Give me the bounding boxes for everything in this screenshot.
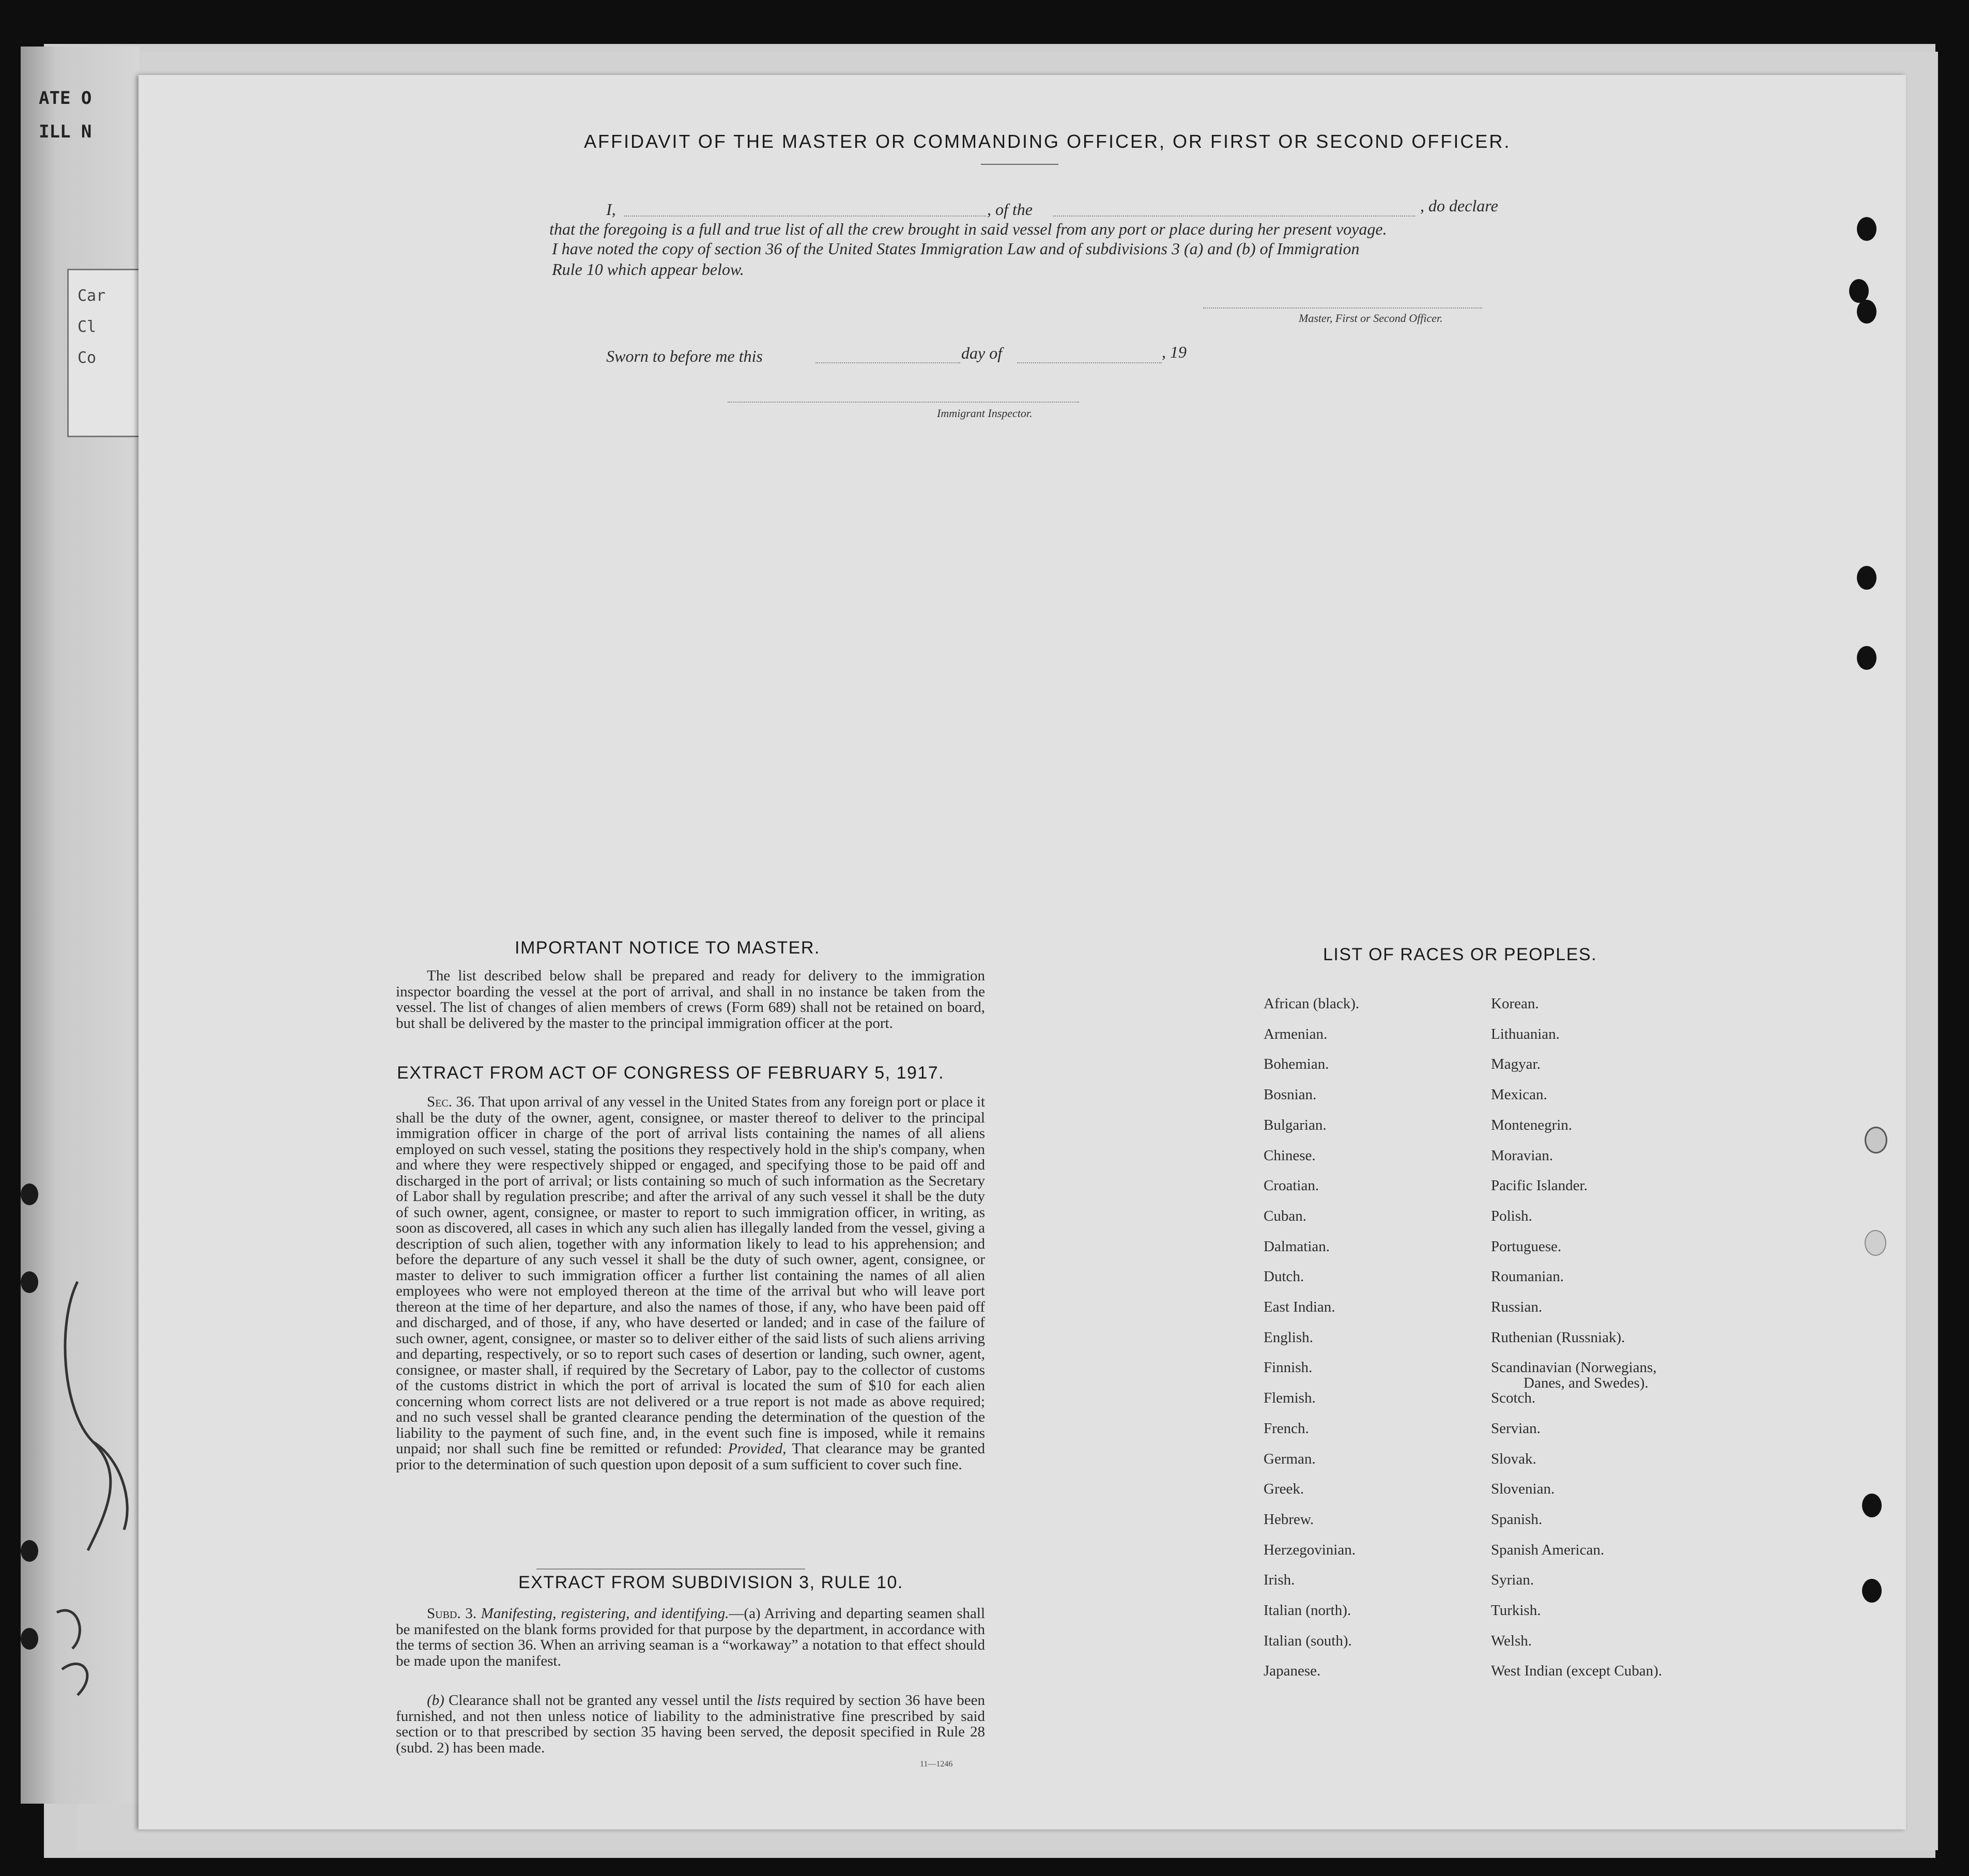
race-item: Polish. bbox=[1491, 1207, 1532, 1224]
binder-hole bbox=[1857, 217, 1876, 241]
affidavit-line-3: I have noted the copy of section 36 of the United States Immigration Law and of subdivisions 3 (a) and (b) of Immigration bbox=[552, 239, 1360, 258]
race-item: Italian (south). bbox=[1264, 1632, 1352, 1649]
binder-hole bbox=[1865, 1127, 1887, 1154]
race-item: Mexican. bbox=[1491, 1086, 1547, 1103]
race-item: Chinese. bbox=[1264, 1147, 1316, 1164]
subd-label: Subd. 3. bbox=[427, 1605, 476, 1622]
inspector-blank bbox=[728, 402, 1079, 403]
race-item: Servian. bbox=[1491, 1420, 1541, 1437]
race-item: Greek. bbox=[1264, 1481, 1304, 1498]
affidavit-title: AFFIDAVIT OF THE MASTER OR COMMANDING OFFICER, OR FIRST OR SECOND OFFICER. bbox=[584, 131, 1511, 152]
race-item: Slovak. bbox=[1491, 1450, 1536, 1467]
para-b-text-1: Clearance shall not be granted any vessel until the bbox=[448, 1692, 753, 1709]
race-item: Magyar. bbox=[1491, 1056, 1541, 1073]
race-item: Scandinavian (Norwegians, bbox=[1491, 1359, 1657, 1376]
para-b-text-2: required by section 36 have been furnished, and not then unless notice of liability to the administrative fine prescribed by said section or to that prescribed by section 35 having been served, the deposit specified in Rule 28 (subd. 2) has been made. bbox=[396, 1692, 985, 1756]
race-item: Cuban. bbox=[1264, 1207, 1306, 1224]
races-heading: LIST OF RACES OR PEOPLES. bbox=[1323, 945, 1597, 964]
race-item: Portuguese. bbox=[1491, 1238, 1562, 1255]
affidavit-line-2: that the foregoing is a full and true list of all the crew brought in said vessel from any port or place during her present voyage. bbox=[549, 220, 1387, 238]
race-item: West Indian (except Cuban). bbox=[1491, 1663, 1663, 1680]
rule-para-b bbox=[396, 1693, 985, 1756]
race-item: East Indian. bbox=[1264, 1299, 1335, 1315]
race-item: Syrian. bbox=[1491, 1572, 1534, 1589]
affidavit-line-4: Rule 10 which appear below. bbox=[552, 260, 744, 279]
race-item: Italian (north). bbox=[1264, 1602, 1351, 1619]
race-item: Dalmatian. bbox=[1264, 1238, 1330, 1255]
act-body: That upon arrival of any vessel in the United States from any foreign port or place it shall be the duty of the owner, agent, consignee, or master thereof to deliver to the principal immigration officer in charge of the port of arrival lists containing the names of all aliens employed on such vessel, stating the positions they respectively hold in the ship's company, when and where they were respectively shipped or engaged, and specifying those to be paid off and discharged in the port of arrival; or lists containing so much of such information as the Secretary of Labor shall by regulation prescribe; and after the arrival of any such vessel it shall be the duty of such owner, agent, consignee, or master to report to such immigration officer, in writing, as soon as discovered, all cases in which any such alien has illegally landed from the vessel, giving a description of such alien, together with any information likely to lead to his apprehension; and before the departure of any such vessel it shall be the duty of such owner, agent, consignee, or master to deliver to such immigration officer a further list containing the names of all alien employees who were not employed thereon at the time of the arrival but who will leave port thereon at the time of her departure, and also the names of those, if any, who have been paid off and discharged, and of those, if any, who have deserted or landed; and in case of the failure of such owner, agent, consignee, or master so to deliver either of the said lists of such aliens arriving and departing, respectively, or so to report such cases of desertion or landing, such owner, agent, consignee, or master shall, if required by the Secretary of Labor, pay to the collector of customs of the customs district in which the port of arrival is located the sum of $10 for each alien concerning whom correct lists are not delivered or a true report is not made as above required; and no such vessel shall be granted clearance pending the determination of the question of the liability to the payment of such fine, and, in the event such fine is imposed, while it remains unpaid; nor shall such fine be remitted or refunded: bbox=[396, 1094, 985, 1457]
tab-line-2: Cl bbox=[78, 318, 97, 336]
race-item: Ruthenian (Russniak). bbox=[1491, 1329, 1625, 1346]
race-item: Montenegrin. bbox=[1491, 1116, 1573, 1133]
para-b-lists: lists bbox=[757, 1692, 781, 1709]
race-item: Flemish. bbox=[1264, 1390, 1316, 1407]
race-item: Irish. bbox=[1264, 1572, 1295, 1589]
form-number: 11—1246 bbox=[920, 1760, 953, 1769]
binder-hole bbox=[21, 1540, 38, 1562]
race-item: Russian. bbox=[1491, 1299, 1543, 1315]
act-heading: EXTRACT FROM ACT OF CONGRESS OF FEBRUARY 5, 1917. bbox=[397, 1063, 945, 1083]
race-item: Bosnian. bbox=[1264, 1086, 1317, 1103]
act-text bbox=[396, 1094, 985, 1472]
race-item: Lithuanian. bbox=[1491, 1025, 1560, 1042]
race-item: Turkish. bbox=[1491, 1602, 1541, 1619]
tab-line-3: Co bbox=[78, 349, 97, 367]
race-item: Armenian. bbox=[1264, 1025, 1328, 1042]
notice-heading: IMPORTANT NOTICE TO MASTER. bbox=[515, 938, 820, 958]
rule-para-a bbox=[396, 1606, 985, 1669]
signature-blank bbox=[1203, 307, 1482, 309]
name-blank bbox=[624, 216, 986, 217]
race-item: English. bbox=[1264, 1329, 1313, 1346]
notice-text: The list described below shall be prepared and ready for delivery to the immigration inspector boarding the vessel at the port of arrival, and shall in no instance be taken from the vessel. The list of changes of alien members of crews (Form 689) shall not be retained on board, but shall be delivered by the master to the principal immigration officer at the port. bbox=[396, 967, 985, 1032]
provided-word: Provided, bbox=[728, 1440, 787, 1457]
para-b-label: (b) bbox=[427, 1692, 444, 1709]
sec-label: Sec. 36. bbox=[427, 1094, 475, 1110]
race-item: Scotch. bbox=[1491, 1390, 1536, 1407]
race-item: Croatian. bbox=[1264, 1177, 1319, 1194]
binder-hole bbox=[1857, 646, 1876, 670]
para-a-text: —(a) Arriving and departing seamen shall be manifested on the blank forms provided for that purpose by the department, in accordance with the terms of section 36. When an arriving seaman is a “workaway” a notation to that effect should be made upon the manifest. bbox=[396, 1605, 985, 1669]
rule-heading: EXTRACT FROM SUBDIVISION 3, RULE 10. bbox=[518, 1573, 903, 1592]
race-item: African (black). bbox=[1264, 995, 1360, 1012]
race-item: German. bbox=[1264, 1450, 1316, 1467]
manifest-page bbox=[139, 75, 1906, 1829]
race-item: Danes, and Swedes). bbox=[1524, 1375, 1649, 1392]
year-text: , 19 bbox=[1162, 343, 1187, 361]
edge-fragment-2: ILL N bbox=[39, 121, 92, 142]
binder-hole bbox=[1865, 1230, 1886, 1256]
rule-separator bbox=[536, 1569, 805, 1570]
race-item: Spanish American. bbox=[1491, 1541, 1605, 1558]
vessel-blank bbox=[1053, 216, 1415, 217]
month-blank bbox=[1017, 362, 1162, 363]
race-item: Finnish. bbox=[1264, 1359, 1313, 1376]
race-item: Bulgarian. bbox=[1264, 1116, 1327, 1133]
binder-hole bbox=[21, 1183, 38, 1205]
subd-title: Manifesting, registering, and identifying. bbox=[481, 1605, 729, 1622]
sworn-text: Sworn to before me this bbox=[606, 347, 763, 365]
act-body-end: That clearance may be granted prior to the determination of such question upon deposit of a sum sufficient to cover such fine. bbox=[396, 1440, 985, 1473]
race-item: Spanish. bbox=[1491, 1511, 1543, 1528]
binder-hole bbox=[1862, 1494, 1882, 1517]
binder-hole bbox=[1857, 300, 1876, 324]
inspector-caption: Immigrant Inspector. bbox=[937, 407, 1033, 420]
pencil-mark bbox=[47, 1240, 140, 1731]
race-item: Pacific Islander. bbox=[1491, 1177, 1588, 1194]
binder-hole bbox=[1857, 566, 1876, 590]
master-caption: Master, First or Second Officer. bbox=[1299, 312, 1443, 325]
edge-fragment-1: ATE O bbox=[39, 88, 92, 109]
binder-hole bbox=[21, 1628, 38, 1650]
title-rule bbox=[981, 164, 1058, 165]
binder-hole bbox=[1862, 1579, 1882, 1603]
day-blank bbox=[816, 362, 960, 363]
day-of-text: day of bbox=[961, 344, 1003, 362]
race-item: Dutch. bbox=[1264, 1268, 1304, 1285]
race-item: Roumanian. bbox=[1491, 1268, 1564, 1285]
race-item: Moravian. bbox=[1491, 1147, 1553, 1164]
race-item: Korean. bbox=[1491, 995, 1539, 1012]
race-item: Slovenian. bbox=[1491, 1481, 1555, 1498]
affidavit-of-the: , of the bbox=[987, 200, 1033, 219]
tab-line-1: Car bbox=[78, 287, 106, 305]
race-item: Herzegovinian. bbox=[1264, 1541, 1356, 1558]
binder-hole bbox=[21, 1271, 38, 1293]
race-item: Japanese. bbox=[1264, 1663, 1321, 1680]
race-item: Hebrew. bbox=[1264, 1511, 1314, 1528]
affidavit-declare: , do declare bbox=[1420, 196, 1498, 215]
affidavit-i: I, bbox=[606, 200, 616, 219]
race-item: Welsh. bbox=[1491, 1632, 1532, 1649]
race-item: Bohemian. bbox=[1264, 1056, 1329, 1073]
race-item: French. bbox=[1264, 1420, 1309, 1437]
